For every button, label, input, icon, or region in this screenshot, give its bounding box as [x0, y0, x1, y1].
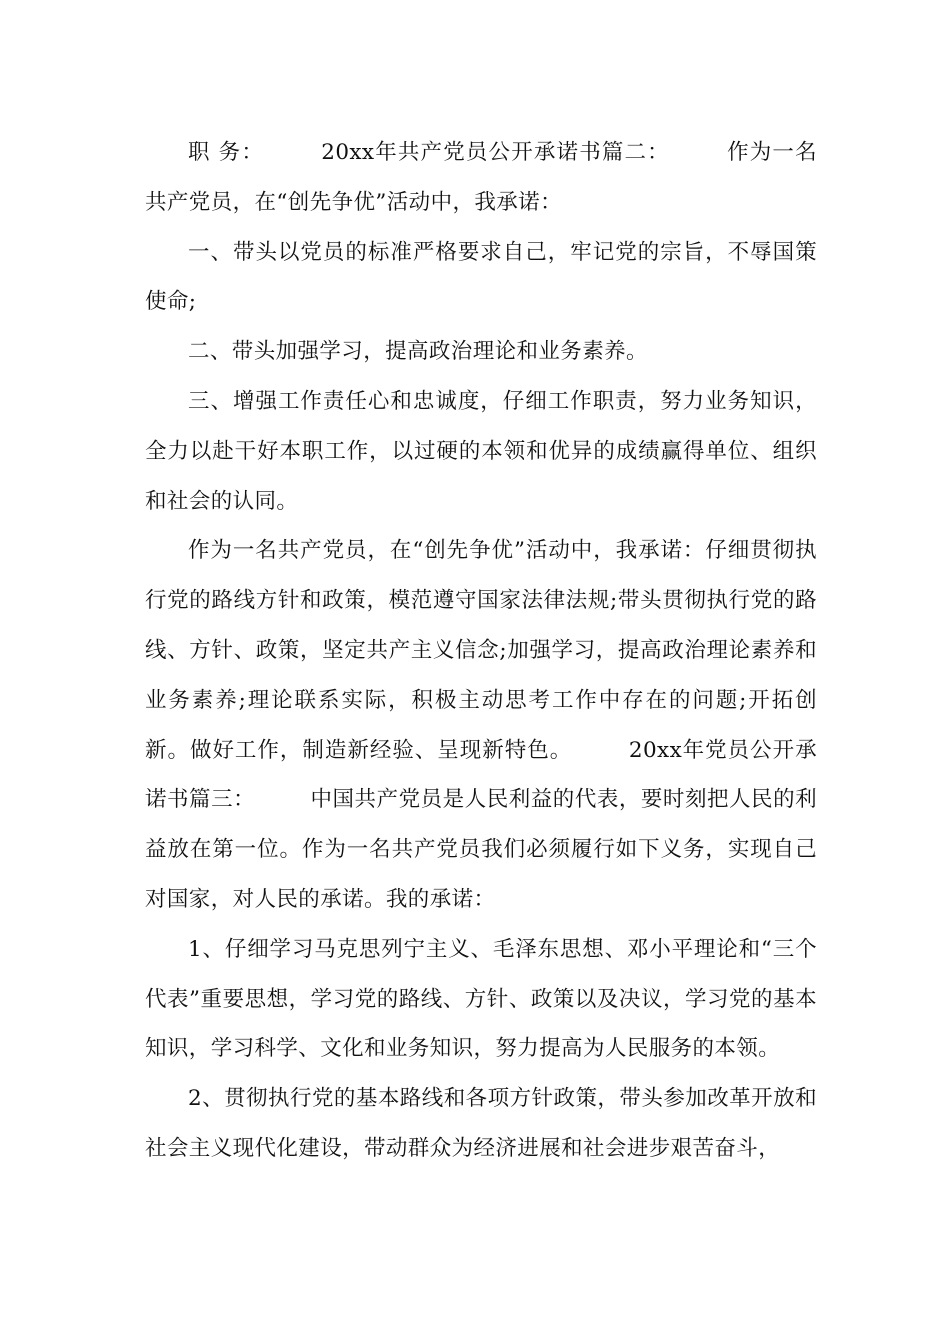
- paragraph-pledge-intro: 职 务： 20xx年共产党员公开承诺书篇二： 作为一名共产党员，在“创先争优”活动中，我承诺：: [145, 140, 817, 215]
- paragraph-duty-1: 1、仔细学习马克思列宁主义、毛泽东思想、邓小平理论和“三个代表”重要思想，学习党的路线、方针、政策以及决议，学习党的基本知识，学习科学、文化和业务知识，努力提高为人民服务的本领。: [145, 936, 817, 1062]
- paragraph-pledge-item-2: 二、带头加强学习，提高政治理论和业务素养。: [188, 339, 648, 365]
- paragraph-pledge-body: 作为一名共产党员，在“创先争优”活动中，我承诺：仔细贯彻执行党的路线方针和政策，模范遵守国家法律法规;带头贯彻执行党的路线、方针、政策，坚定共产主义信念;加强学习，提高政治理论素养和业务素养;理论联系实际，积极主动思考工作中存在的问题;开拓创新。做好工作，制造新经验、呈现新特色。 20xx年党员公开承诺书篇三： 中国共产党员是人民利益的代表，要时刻把人民的利益放在第一位。作为一名共产党员我们必须履行如下义务，实现自己对国家，对人民的承诺。我的承诺：: [145, 538, 817, 912]
- paragraph-duty-2: 2、贯彻执行党的基本路线和各项方针政策，带头参加改革开放和社会主义现代化建设，带动群众为经济进展和社会进步艰苦奋斗，: [145, 1086, 817, 1161]
- document-body: [145, 128, 817, 1174]
- paragraph-pledge-item-3: 三、增强工作责任心和忠诚度，仔细工作职责，努力业务知识，全力以赴干好本职工作，以过硬的本领和优异的成绩赢得单位、组织和社会的认同。: [145, 388, 817, 514]
- paragraph-pledge-item-1: 一、带头以党员的标准严格要求自己，牢记党的宗旨，不辱国策使命;: [145, 239, 817, 315]
